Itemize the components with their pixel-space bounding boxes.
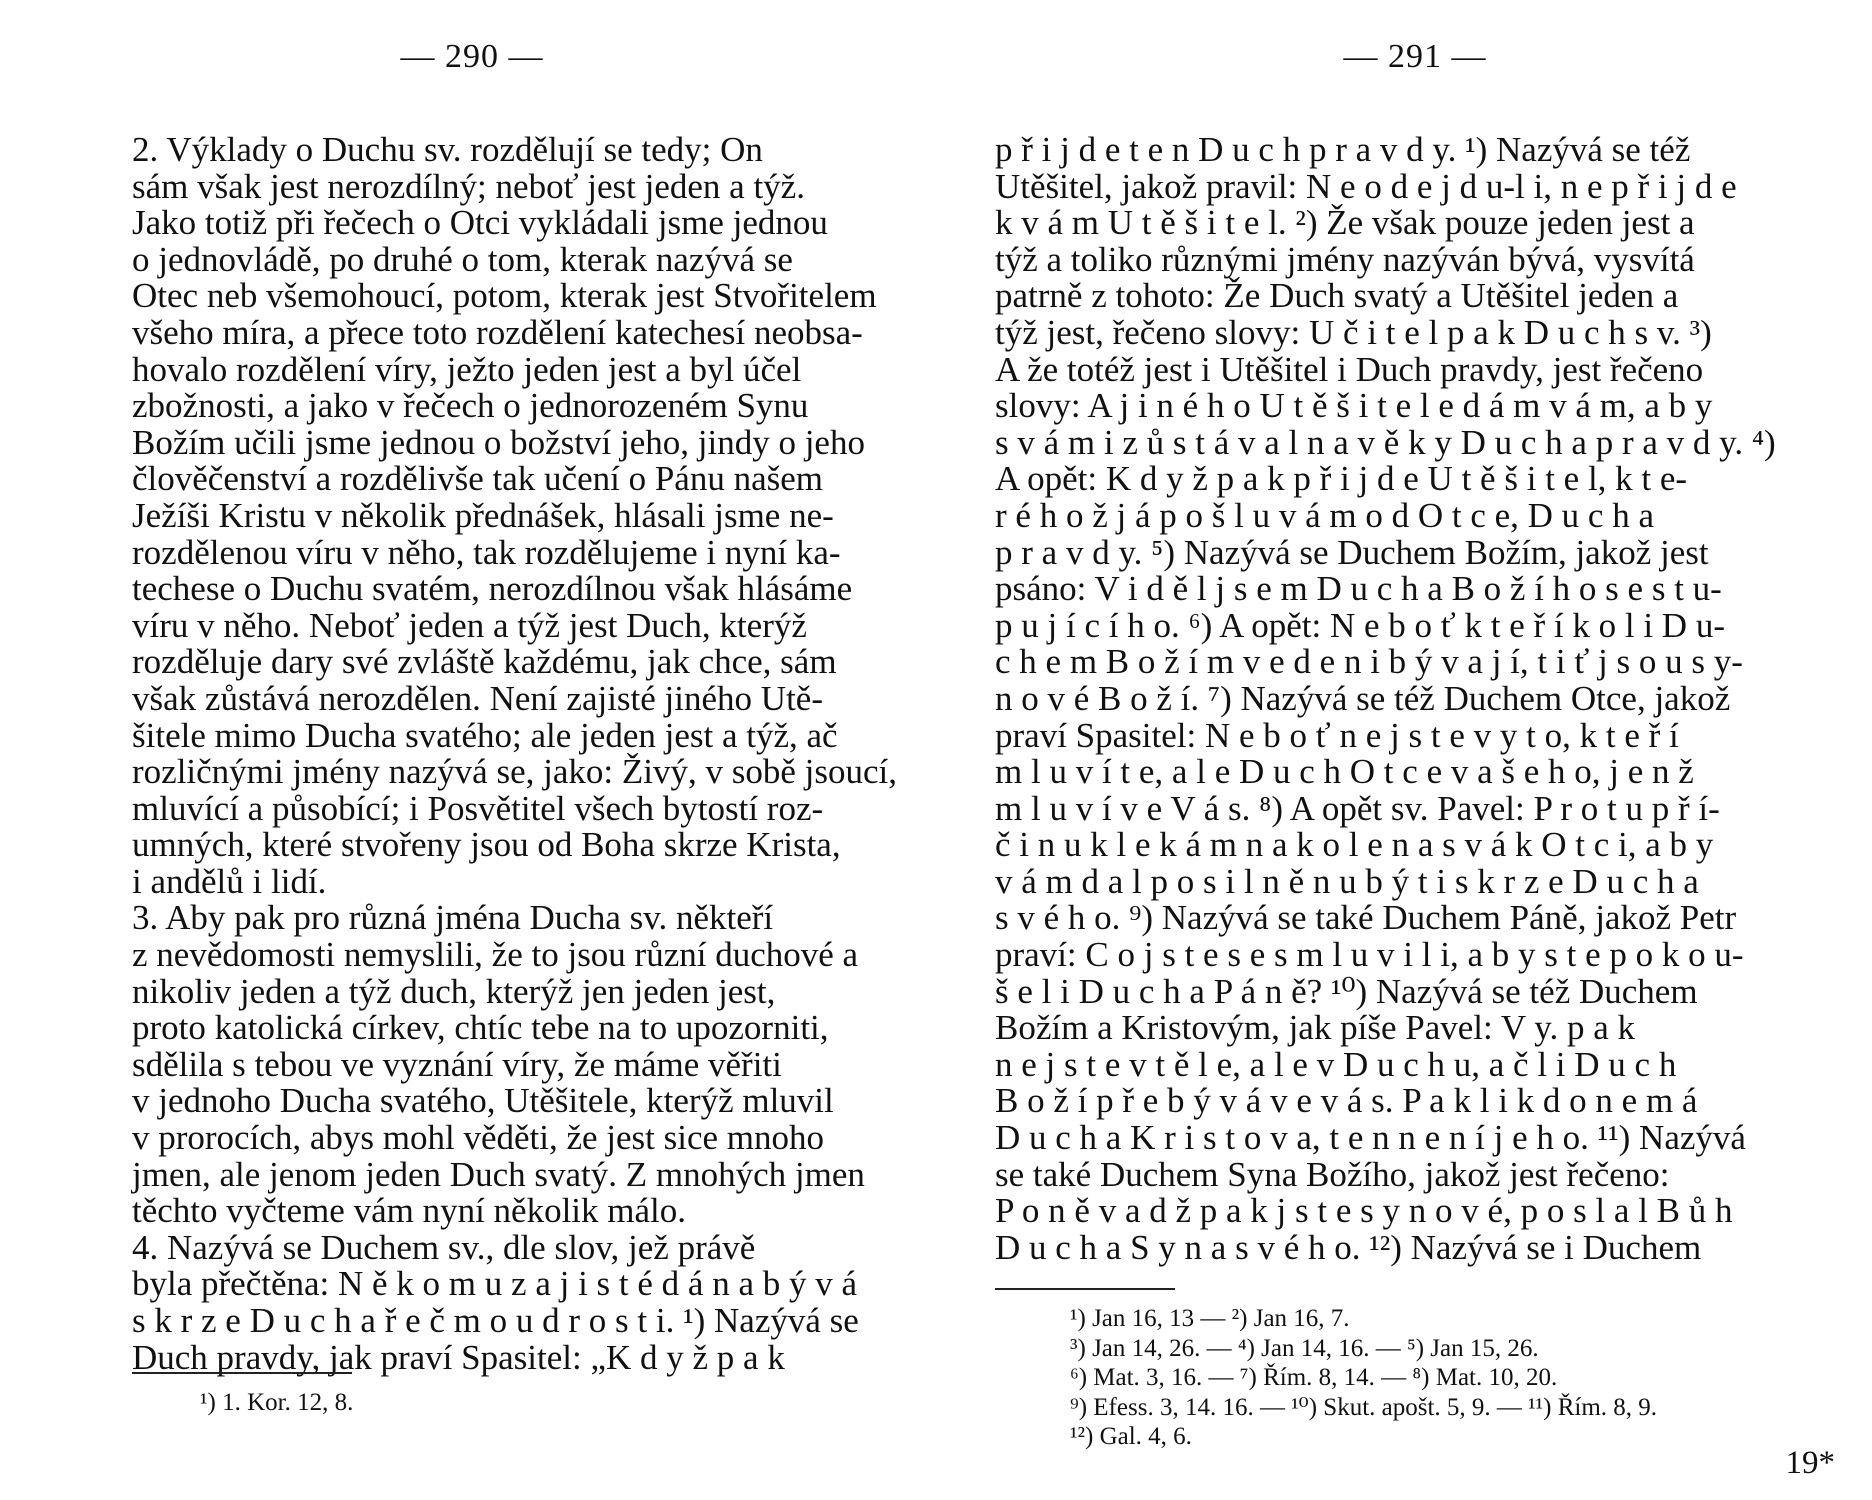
footnote-rule — [995, 1288, 1175, 1290]
text-line: rozděluje dary své zvláště každému, jak chce, sám — [132, 642, 837, 682]
text-line: Božím učili jsme jednou o božství jeho, jindy o jeho — [132, 422, 865, 462]
text-line: proto katolická církev, chtíc tebe na to upozorniti, — [132, 1008, 829, 1048]
text-line: jmen, ale jenom jeden Duch svatý. Z mnohých jmen — [132, 1154, 865, 1194]
text-line: k v á m U t ě š i t e l. ²) Že však pouze jeden jest a — [995, 203, 1695, 243]
left-page — [52, 0, 897, 1500]
text-line: všeho míra, a přece toto rozdělení katechesí neobsa- — [132, 312, 863, 352]
text-line: praví: C o j s t e s e s m l u v i l i, a b y s t e p o k o u- — [995, 935, 1744, 975]
text-line: 2. Výklady o Duchu sv. rozdělují se tedy; On — [132, 130, 763, 169]
text-line: těchto vyčteme vám nyní několik málo. — [132, 1191, 687, 1231]
signature-mark: 19* — [1785, 1445, 1835, 1481]
text-line: v á m d a l p o s i l n ě n u b ý t i s k r z e D u c h a — [995, 861, 1699, 901]
text-line: v prorocích, abys mohl věděti, že jest sice mnoho — [132, 1118, 825, 1158]
text-line: týž a toliko různými jmény nazýván bývá, vysvítá — [995, 239, 1695, 279]
text-line: hovalo rozdělení víry, ježto jeden jest a byl účel — [132, 349, 802, 389]
text-line: p ř i j d e t e n D u c h p r a v d y. ¹) Nazývá se též — [995, 130, 1691, 169]
text-line: m l u v í v e V á s. ⁸) A opět sv. Pavel: P r o t u p ř í- — [995, 788, 1720, 828]
text-line: n e j s t e v t ě l e, a l e v D u c h u, a č l i D u c h — [995, 1044, 1677, 1084]
page-number: — 290 — — [400, 38, 544, 75]
text-line: A opět: K d y ž p a k p ř i j d e U t ě š i t e l, k t e- — [995, 459, 1688, 499]
text-line: n o v é B o ž í. ⁷) Nazývá se též Duchem Otce, jakož — [995, 678, 1731, 718]
text-line: mluvící a působící; i Posvětitel všech bytostí roz- — [132, 788, 824, 828]
text-line: šitele mimo Ducha svatého; ale jeden jest a týž, ač — [132, 715, 838, 755]
text-line: Ježíši Kristu v několik přednášek, hlásali jsme ne- — [132, 495, 834, 535]
text-line: rozdělenou víru v něho, tak rozdělujeme i nyní ka- — [132, 532, 841, 572]
text-line: Otec neb všemohoucí, potom, kterak jest Stvořitelem — [132, 276, 877, 316]
text-line: š e l i D u c h a P á n ě? ¹⁰) Nazývá se též Duchem — [995, 971, 1698, 1011]
text-line: m l u v í t e, a l e D u c h O t c e v a š e h o, j e n ž — [995, 752, 1694, 792]
footnotes — [200, 1388, 353, 1418]
text-line: v jednoho Ducha svatého, Utěšitele, kterýž mluvil — [132, 1081, 834, 1121]
text-line: slovy: A j i n é h o U t ě š i t e l e d á m v á m, a b y — [995, 386, 1713, 426]
right-page — [995, 0, 1835, 1500]
text-line: i andělů i lidí. — [132, 861, 327, 901]
text-line: D u c h a S y n a s v é h o. ¹²) Nazývá se i Duchem — [995, 1227, 1702, 1267]
text-line: sám však jest nerozdílný; neboť jest jeden a týž. — [132, 166, 805, 206]
text-line: umných, které stvořeny jsou od Boha skrze Krista, — [132, 825, 841, 865]
footnote-rule — [132, 1372, 352, 1374]
text-line: 3. Aby pak pro různá jména Ducha sv. někteří — [132, 898, 774, 938]
text-line: č i n u k l e k á m n a k o l e n a s v á k O t c i, a b y — [995, 825, 1714, 865]
text-line: D u c h a K r i s t o v a, t e n n e n í j e h o. ¹¹) Nazývá — [995, 1118, 1746, 1158]
footnote: ⁹) Efess. 3, 14. 16. — ¹⁰) Skut. apošt. 5, 9. — ¹¹) Řím. 8, 9. — [1070, 1393, 1658, 1421]
text-line: s v á m i z ů s t á v a l n a v ě k y D u c h a p r a v d y. ⁴) — [995, 422, 1776, 462]
text-line: psáno: V i d ě l j s e m D u c h a B o ž í h o s e s t u- — [995, 569, 1722, 609]
text-line: však zůstává nerozdělen. Není zajisté jiného Utě- — [132, 678, 823, 718]
text-line: týž jest, řečeno slovy: U č i t e l p a k D u c h s v. ³) — [995, 312, 1712, 352]
text-line: z nevědomosti nemyslili, že to jsou různí duchové a — [132, 935, 859, 975]
text-line: člověčenství a rozdělivše tak učení o Pánu našem — [132, 459, 824, 499]
page-number: — 291 — — [1343, 38, 1487, 75]
text-line: Duch pravdy, jak praví Spasitel: „K d y ž p a k — [132, 1337, 785, 1377]
text-line: p u j í c í h o. ⁶) A opět: N e b o ť k t e ř í k o l i D u- — [995, 605, 1725, 645]
footnote: ¹) 1. Kor. 12, 8. — [200, 1389, 354, 1416]
text-line: s k r z e D u c h a ř e č m o u d r o s t i. ¹) Nazývá se — [132, 1301, 859, 1340]
text-line: A že totéž jest i Utěšitel i Duch pravdy, jest řečeno — [995, 349, 1704, 389]
text-line: s v é h o. ⁹) Nazývá se také Duchem Páně, jakož Petr — [995, 898, 1737, 938]
text-line: Utěšitel, jakož pravil: N e o d e j d u-l i, n e p ř i j d e — [995, 166, 1737, 206]
text-line: rozličnými jmény nazývá se, jako: Živý, v sobě jsoucí, — [132, 752, 897, 792]
text-line: Božím a Kristovým, jak píše Pavel: V y. p a k — [995, 1008, 1635, 1048]
text-line: 4. Nazývá se Duchem sv., dle slov, jež právě — [132, 1227, 756, 1267]
text-line: c h e m B o ž í m v e d e n i b ý v a j í, t i ť j s o u s y- — [995, 642, 1743, 682]
text-line: B o ž í p ř e b ý v á v e v á s. P a k l i k d o n e m á — [995, 1081, 1698, 1121]
footnote: ¹) Jan 16, 13 — ²) Jan 16, 7. — [1070, 1305, 1350, 1332]
text-line: techese o Duchu svatém, nerozdílnou však hlásáme — [132, 569, 853, 609]
text-line: víru v něho. Neboť jeden a týž jest Duch, kterýž — [132, 605, 807, 645]
text-line: sdělila s tebou ve vyznání víry, že máme věřiti — [132, 1044, 782, 1084]
text-line: r é h o ž j á p o š l u v á m o d O t c e, D u c h a — [995, 495, 1655, 535]
text-line: zbožnosti, a jako v řečech o jednorozeném Synu — [132, 386, 809, 426]
text-line: P o n ě v a d ž p a k j s t e s y n o v é, p o s l a l B ů h — [995, 1191, 1733, 1231]
footnote: ¹²) Gal. 4, 6. — [1070, 1423, 1192, 1450]
text-line: p r a v d y. ⁵) Nazývá se Duchem Božím, jakož jest — [995, 532, 1709, 572]
body-text — [995, 132, 1830, 1266]
text-line: se také Duchem Syna Božího, jakož jest řečeno: — [995, 1154, 1670, 1194]
text-line: patrně z tohoto: Že Duch svatý a Utěšitel jeden a — [995, 276, 1679, 316]
text-line: praví Spasitel: N e b o ť n e j s t e v y t o, k t e ř í — [995, 715, 1679, 755]
footnotes — [1070, 1304, 1657, 1452]
text-line: nikoliv jeden a týž duch, kterýž jen jeden jest, — [132, 971, 776, 1011]
text-line: Jako totiž při řečech o Otci vykládali jsme jednou — [132, 203, 828, 243]
text-line: o jednovládě, po druhé o tom, kterak nazývá se — [132, 239, 793, 279]
footnote: ³) Jan 14, 26. — ⁴) Jan 14, 16. — ⁵) Jan 15, 26. — [1070, 1334, 1539, 1362]
body-text — [132, 130, 897, 1377]
footnote: ⁶) Mat. 3, 16. — ⁷) Řím. 8, 14. — ⁸) Mat. 10, 20. — [1070, 1364, 1558, 1391]
text-line: byla přečtěna: N ě k o m u z a j i s t é d á n a b ý v á — [132, 1264, 858, 1304]
